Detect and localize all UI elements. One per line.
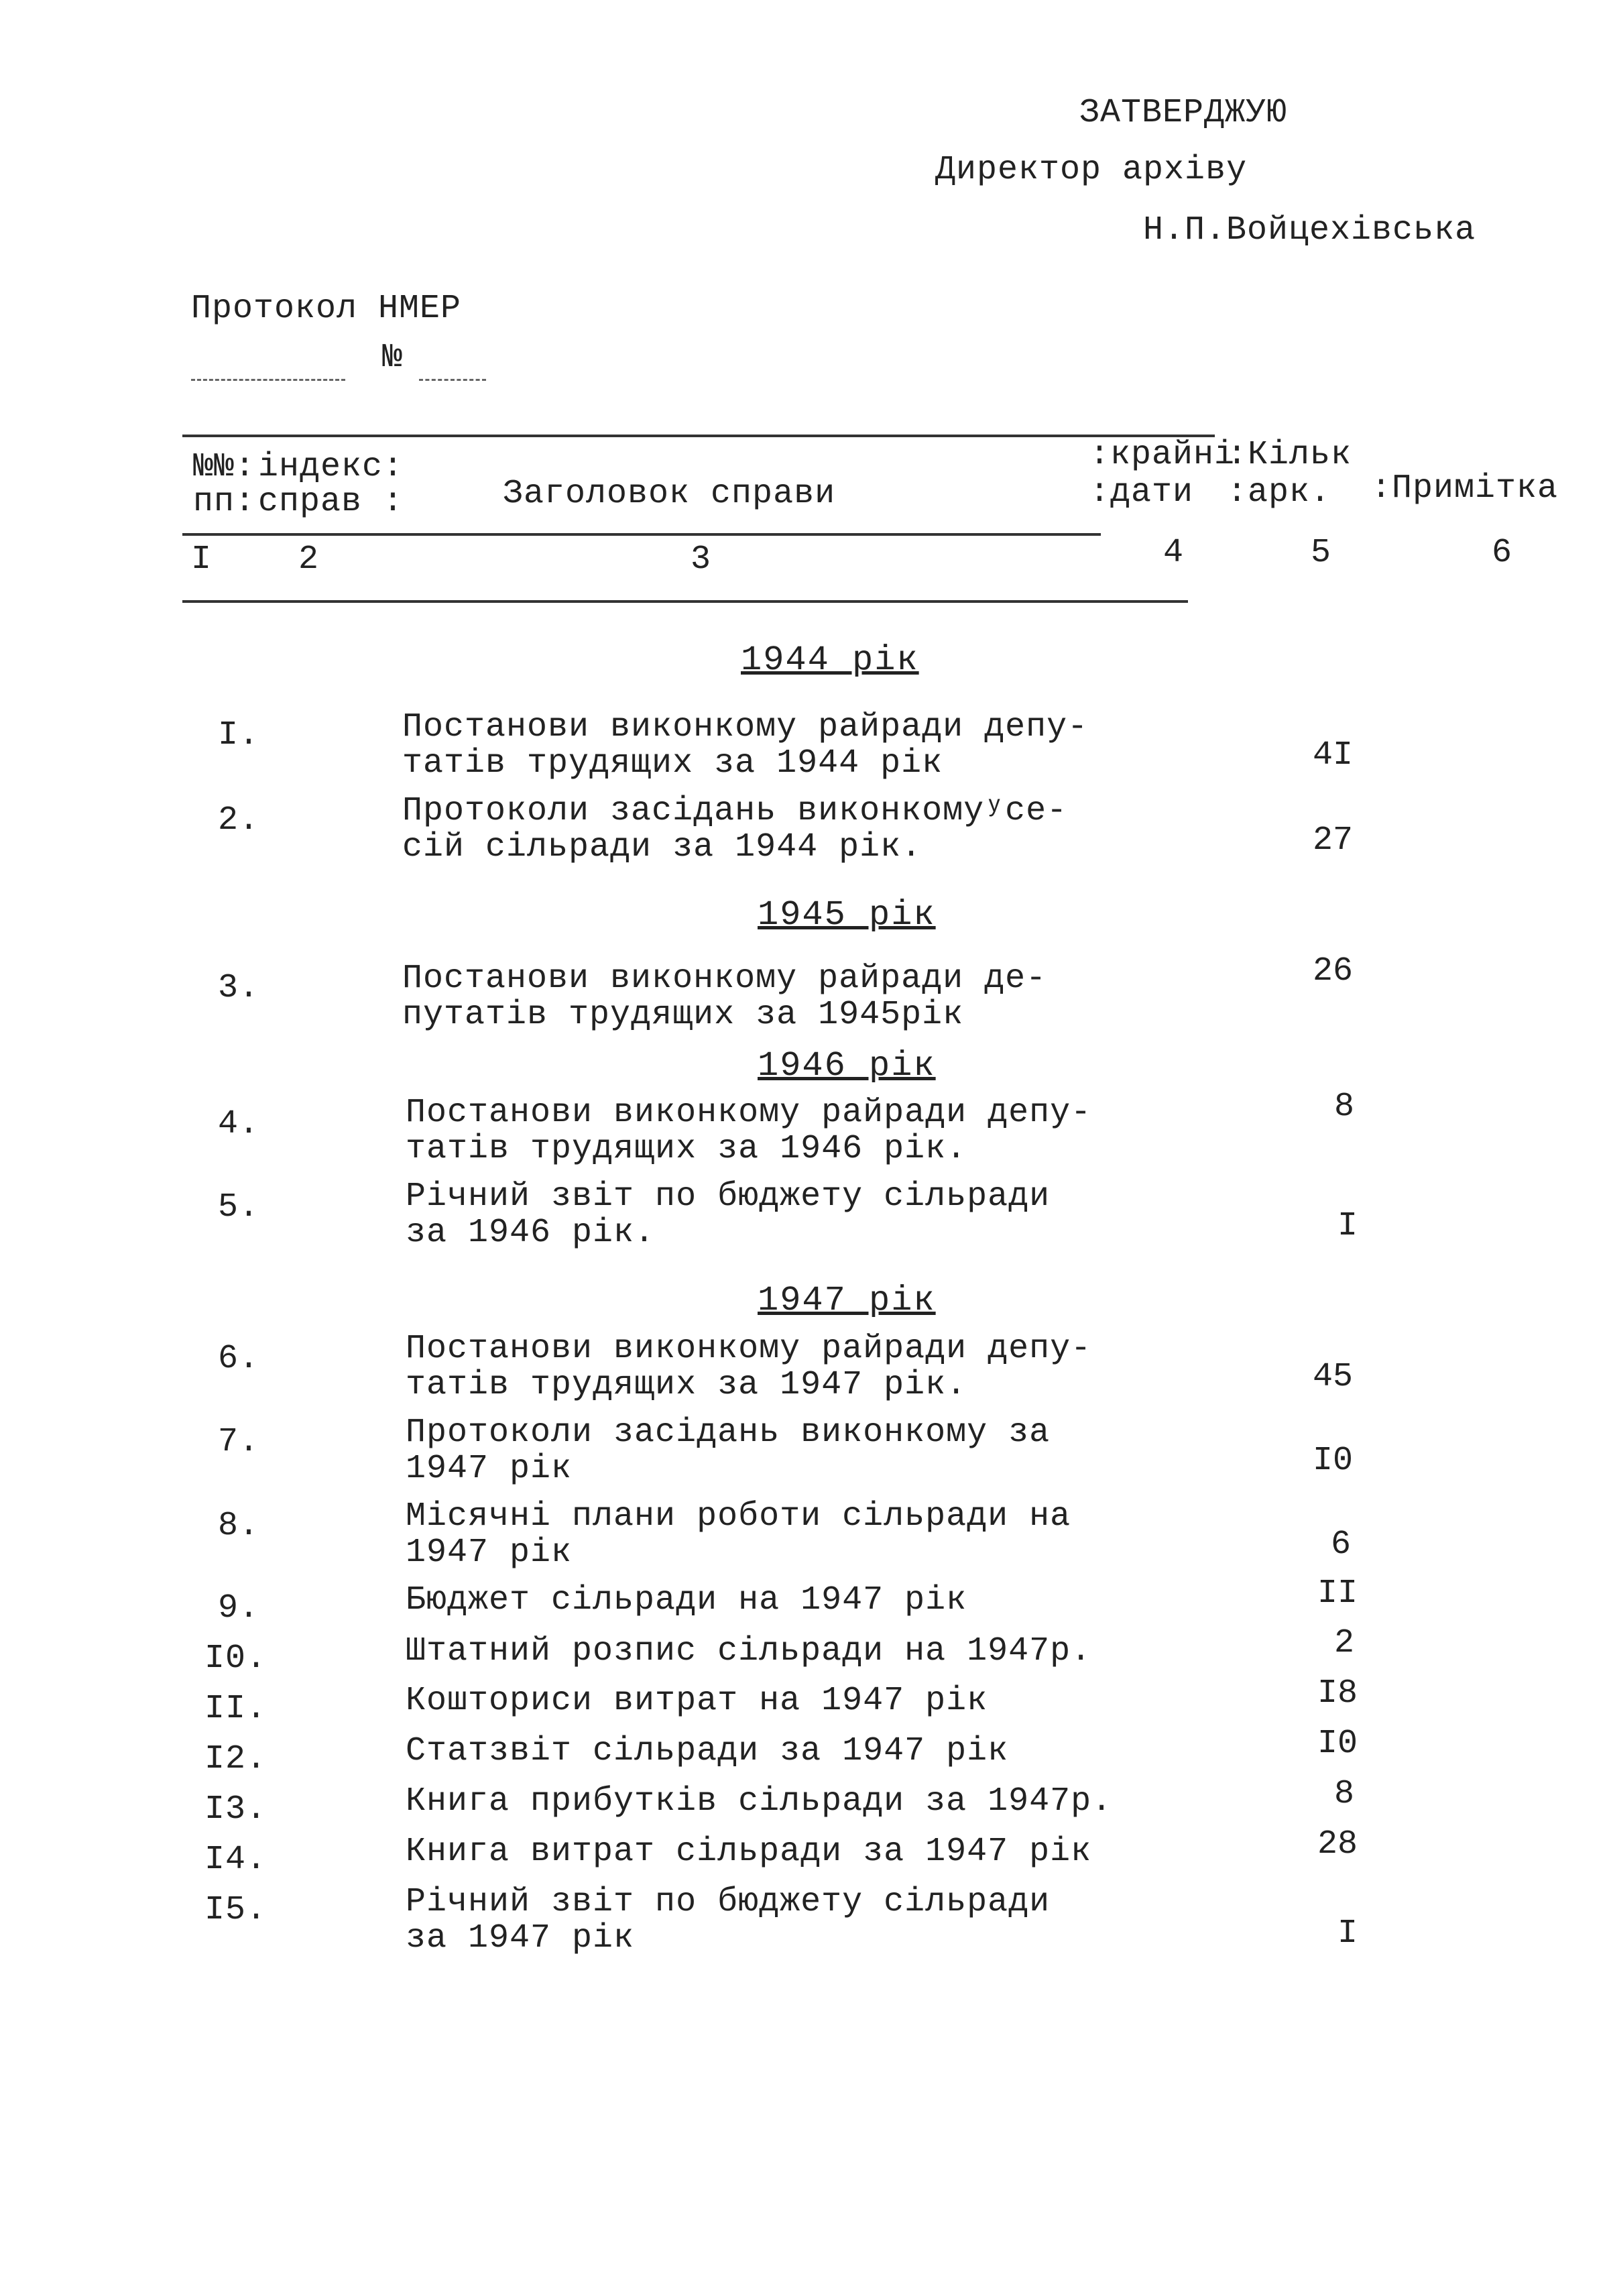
item-sheets: 26 [1313, 952, 1354, 990]
year-heading-1947: 1947 рік [758, 1281, 936, 1320]
item-number: II. [204, 1690, 267, 1728]
item-title: Річний звіт по бюджету сільради за 1947 рік [406, 1883, 1051, 1957]
item-sheets: 27 [1313, 821, 1354, 860]
item-title: Постанови виконкому райради де- путатів трудящих за 1945рік [402, 960, 1047, 1034]
item-number: 8. [218, 1507, 260, 1545]
header-num-6: 6 [1492, 534, 1513, 572]
item-sheets: I0 [1313, 1442, 1354, 1480]
item-sheets: I8 [1317, 1674, 1358, 1713]
item-sheets: I [1337, 1207, 1358, 1245]
item-number: 9. [218, 1589, 260, 1627]
header-num-2: 2 [298, 540, 320, 579]
header-col4-line1: :крайні [1089, 436, 1236, 474]
item-title: Постанови виконкому райради депу- татів трудящих за 1944 рік [402, 708, 1089, 783]
item-sheets: 8 [1334, 1088, 1355, 1126]
header-num-3: 3 [691, 540, 712, 579]
item-title: Кошториси витрат на 1947 рік [406, 1682, 988, 1720]
approval-name: Н.П.Войцехівська [1143, 211, 1476, 249]
item-number: 7. [218, 1423, 260, 1461]
header-col2-line2: справ : [258, 483, 404, 521]
item-title: Книга прибутків сільради за 1947р. [406, 1782, 1113, 1821]
item-title: Постанови виконкому райради депу- татів трудящих за 1946 рік. [406, 1094, 1092, 1168]
header-mid-rule [182, 533, 1101, 536]
year-heading-1944: 1944 рік [741, 640, 919, 680]
item-number: 6. [218, 1340, 260, 1378]
header-num-4: 4 [1163, 534, 1185, 572]
item-sheets: 28 [1317, 1825, 1358, 1863]
item-title: Протоколи засідань виконкомуʸсе- сій сільради за 1944 рік. [402, 792, 1068, 866]
item-number: I0. [204, 1640, 267, 1678]
item-title: Постанови виконкому райради депу- татів трудящих за 1947 рік. [406, 1330, 1092, 1404]
item-title: Річний звіт по бюджету сільради за 1946 рік. [406, 1178, 1051, 1252]
item-sheets: 8 [1334, 1775, 1355, 1813]
item-title: Бюджет сільради на 1947 рік [406, 1581, 967, 1619]
item-title: Штатний розпис сільради на 1947р. [406, 1632, 1092, 1670]
item-sheets: I0 [1317, 1725, 1358, 1763]
item-sheets: I [1337, 1914, 1358, 1953]
item-title: Місячні плани роботи сільради на 1947 рік [406, 1497, 1071, 1572]
item-number: I. [218, 716, 260, 754]
item-number: I5. [204, 1891, 267, 1929]
item-number: 3. [218, 969, 260, 1007]
year-heading-1946: 1946 рік [758, 1046, 936, 1086]
header-bottom-rule [182, 600, 1188, 603]
protocol-label: Протокол НМЕР [191, 290, 462, 328]
item-number: I3. [204, 1790, 267, 1829]
item-title: Протоколи засідань виконкому за 1947 рік [406, 1414, 1051, 1488]
approval-heading: ЗАТВЕРДЖУЮ [1079, 94, 1288, 132]
header-col1-line2: пп: [193, 483, 256, 521]
year-heading-1945: 1945 рік [758, 895, 936, 935]
header-col5-line1: :Кільк [1227, 436, 1352, 474]
item-sheets: 45 [1313, 1358, 1354, 1396]
protocol-number-blank [419, 379, 486, 381]
item-sheets: 6 [1331, 1526, 1352, 1564]
item-number: 2. [218, 801, 260, 840]
header-num-1: I [191, 540, 213, 579]
header-col2-line1: індекс: [258, 448, 404, 486]
item-number: I2. [204, 1740, 267, 1778]
item-title: Статзвіт сільради за 1947 рік [406, 1732, 1009, 1770]
item-sheets: 2 [1334, 1624, 1355, 1662]
approval-position: Директор архіву [935, 151, 1248, 189]
header-col3: Заголовок справи [503, 475, 836, 513]
item-number: 4. [218, 1105, 260, 1143]
header-top-rule [182, 435, 1215, 437]
item-sheets: 4I [1313, 736, 1354, 774]
item-sheets: II [1317, 1574, 1358, 1613]
protocol-number-label: № [382, 339, 404, 377]
header-num-5: 5 [1311, 534, 1332, 572]
item-number: I4. [204, 1841, 267, 1879]
header-col4-line2: :дати [1089, 473, 1194, 512]
header-col5-line2: :арк. [1227, 473, 1331, 512]
protocol-date-blank [191, 379, 345, 381]
header-col6: :Примітка [1371, 469, 1559, 508]
header-col1-line1: №№: [193, 448, 256, 486]
item-number: 5. [218, 1188, 260, 1226]
item-title: Книга витрат сільради за 1947 рік [406, 1833, 1092, 1871]
